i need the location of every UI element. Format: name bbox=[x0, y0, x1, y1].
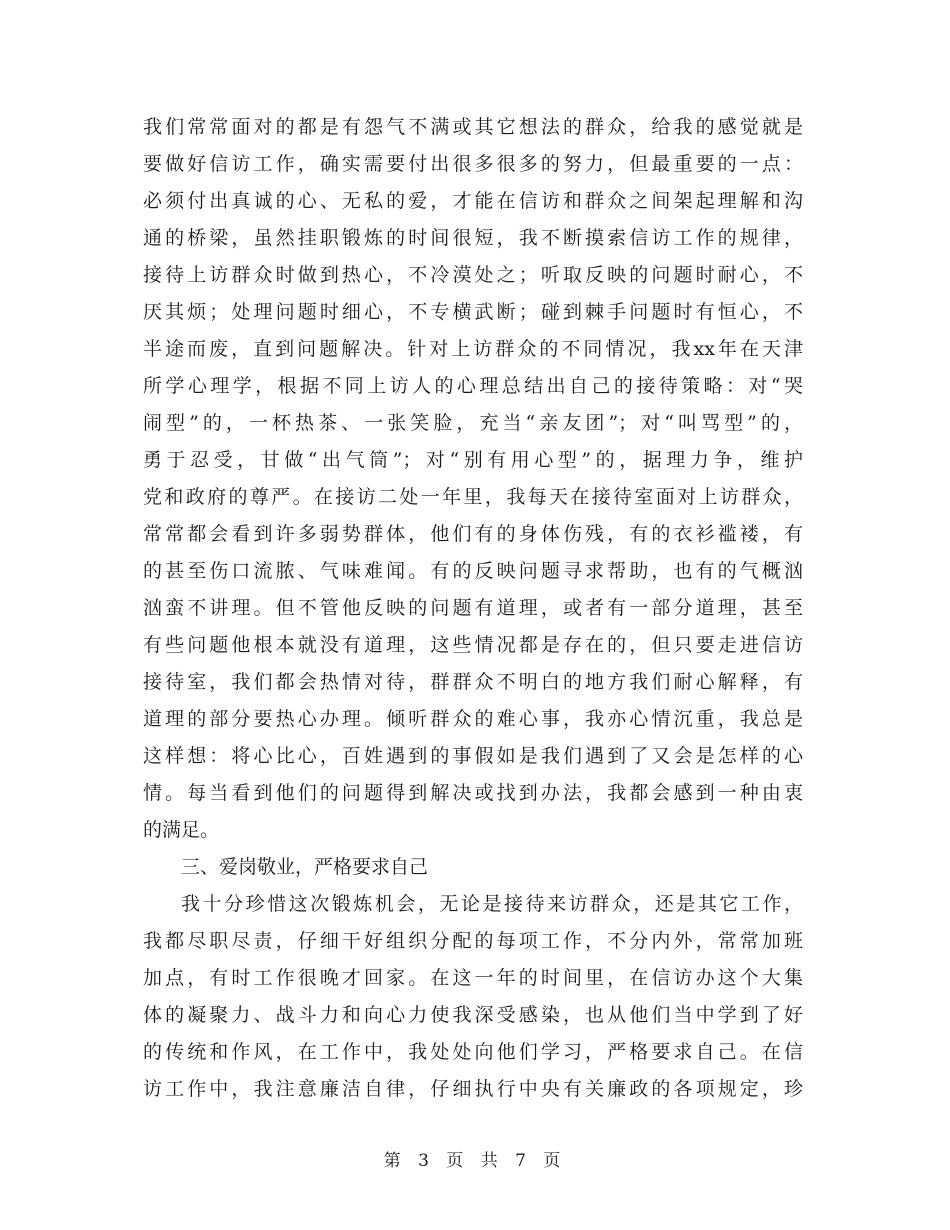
text-line: 情。每当看到他们的问题得到解决或找到办法，我都会感到一种由衷 bbox=[143, 782, 803, 804]
text-line: 这样想：将心比心，百姓遇到的事假如是我们遇到了又会是怎样的心 bbox=[143, 745, 803, 767]
text-line: 党和政府的尊严。在接访二处一年里，我每天在接待室面对上访群众， bbox=[143, 486, 803, 508]
text-line: 接待室，我们都会热情对待，群群众不明白的地方我们耐心解释，有 bbox=[143, 671, 803, 693]
text-line: 必须付出真诚的心、无私的爱，才能在信访和群众之间架起理解和沟 bbox=[143, 190, 803, 212]
text-line: 我十分珍惜这次锻炼机会，无论是接待来访群众，还是其它工作， bbox=[181, 893, 803, 915]
text-line: 有些问题他根本就没有道理，这些情况都是存在的，但只要走进信访 bbox=[143, 634, 803, 656]
text-line: 厌其烦；处理问题时细心，不专横武断；碰到棘手问题时有恒心，不 bbox=[143, 301, 803, 323]
text-line: 勇于忍受，甘做“出气筒”；对“别有用心型”的，据理力争，维护 bbox=[143, 449, 803, 471]
text-line: 的传统和作风，在工作中，我处处向他们学习，严格要求自己。在信 bbox=[143, 1041, 803, 1063]
text-line: 汹蛮不讲理。但不管他反映的问题有道理，或者有一部分道理，甚至 bbox=[143, 597, 803, 619]
text-line: 的甚至伤口流脓、气味难闻。有的反映问题寻求帮助，也有的气概汹 bbox=[143, 560, 803, 582]
text-line: 体的凝聚力、战斗力和向心力使我深受感染，也从他们当中学到了好 bbox=[143, 1004, 803, 1026]
text-line: 加点，有时工作很晚才回家。在这一年的时间里，在信访办这个大集 bbox=[143, 967, 803, 989]
text-line: 通的桥梁，虽然挂职锻炼的时间很短，我不断摸索信访工作的规律， bbox=[143, 227, 803, 249]
text-line: 访工作中，我注意廉洁自律，仔细执行中央有关廉政的各项规定，珍 bbox=[143, 1078, 803, 1100]
text-line: 接待上访群众时做到热心，不冷漠处之；听取反映的问题时耐心，不 bbox=[143, 264, 803, 286]
body-text bbox=[143, 109, 803, 1108]
text-line: 闹型”的，一杯热茶、一张笑脸，充当“亲友团”；对“叫骂型”的， bbox=[143, 412, 803, 434]
text-line: 我都尽职尽责，仔细干好组织分配的每项工作，不分内外，常常加班 bbox=[143, 930, 803, 952]
page-footer: 第 3 页 共 7 页 bbox=[383, 1151, 567, 1171]
section-heading: 三、爱岗敬业，严格要求自己 bbox=[181, 856, 429, 878]
text-line: 所学心理学，根据不同上访人的心理总结出自己的接待策略：对“哭 bbox=[143, 375, 803, 397]
text-line: 的满足。 bbox=[143, 819, 220, 841]
text-line: 半途而废，直到问题解决。针对上访群众的不同情况，我xx年在天津 bbox=[143, 338, 803, 360]
text-line: 要做好信访工作，确实需要付出很多很多的努力，但最重要的一点： bbox=[143, 153, 803, 175]
text-line: 我们常常面对的都是有怨气不满或其它想法的群众，给我的感觉就是 bbox=[143, 116, 803, 138]
text-line: 常常都会看到许多弱势群体，他们有的身体伤残，有的衣衫褴褛，有 bbox=[143, 523, 803, 545]
text-line: 道理的部分要热心办理。倾听群众的难心事，我亦心情沉重，我总是 bbox=[143, 708, 803, 730]
